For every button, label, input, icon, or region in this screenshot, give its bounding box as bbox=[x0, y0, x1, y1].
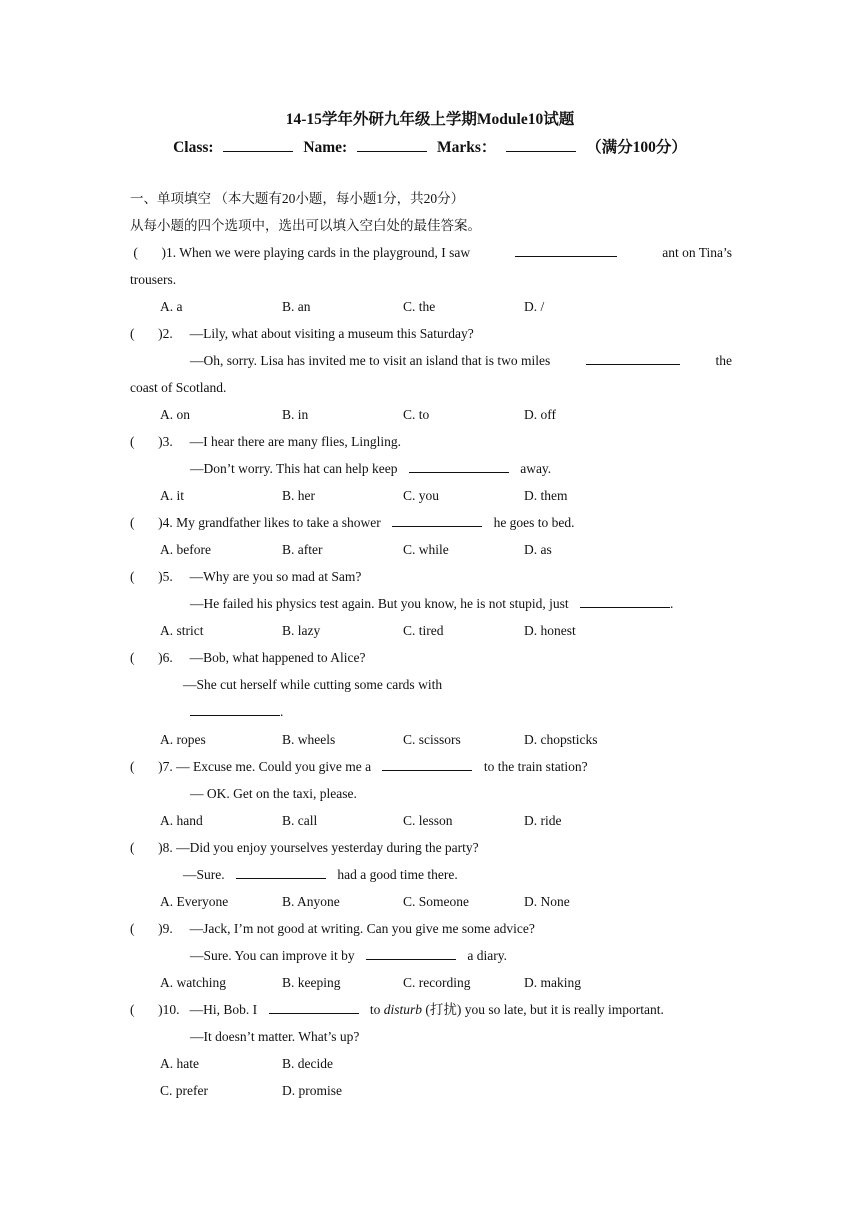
marks-blank[interactable] bbox=[506, 137, 576, 152]
q4-option-c[interactable]: C. while bbox=[403, 542, 449, 557]
q9-option-c[interactable]: C. recording bbox=[403, 975, 471, 990]
q2-line-1: ( )2. —Lily, what about visiting a museum this Saturday? bbox=[130, 326, 474, 341]
q3-option-b[interactable]: B. her bbox=[282, 488, 315, 503]
q7-option-a[interactable]: A. hand bbox=[160, 813, 203, 828]
q1-blank[interactable] bbox=[515, 244, 617, 257]
q5-line-1: ( )5. —Why are you so mad at Sam? bbox=[130, 569, 362, 584]
q5-option-a[interactable]: A. strict bbox=[160, 623, 204, 638]
exam-title: 14-15学年外研九年级上学期Module10试题 bbox=[285, 111, 575, 128]
q7-option-c[interactable]: C. lesson bbox=[403, 813, 453, 828]
q4-blank[interactable] bbox=[392, 514, 482, 527]
q8-option-d[interactable]: D. None bbox=[524, 894, 570, 909]
q5-line-2 bbox=[190, 595, 673, 613]
q7-line-2: — OK. Get on the taxi, please. bbox=[190, 786, 357, 801]
q3-line2-suffix: away. bbox=[520, 461, 552, 476]
q9-line-1: ( )9. —Jack, I’m not good at writing. Can you give me some advice? bbox=[130, 921, 535, 936]
q10-option-b[interactable]: B. decide bbox=[282, 1056, 333, 1071]
student-info-line bbox=[0, 135, 860, 157]
q5-option-c[interactable]: C. tired bbox=[403, 623, 444, 638]
section-instruction: 从每小题的四个选项中，选出可以填入空白处的最佳答案。 bbox=[130, 218, 481, 233]
q2-line-2 bbox=[190, 352, 732, 370]
q10-stem bbox=[130, 1001, 664, 1019]
q4-prefix: ( )4. My grandfather likes to take a shower bbox=[130, 515, 381, 530]
q6-line-2: —She cut herself while cutting some cards with bbox=[183, 677, 443, 692]
q2-option-d[interactable]: D. off bbox=[524, 407, 556, 422]
q8-option-b[interactable]: B. Anyone bbox=[282, 894, 340, 909]
q10-suffix-b: (打扰) you so late, but it is really important. bbox=[422, 1002, 664, 1017]
q1-option-c[interactable]: C. the bbox=[403, 299, 436, 314]
name-blank[interactable] bbox=[357, 137, 427, 152]
q7-option-d[interactable]: D. ride bbox=[524, 813, 562, 828]
q5-option-d[interactable]: D. honest bbox=[524, 623, 576, 638]
q4-stem bbox=[130, 514, 575, 532]
q2-option-b[interactable]: B. in bbox=[282, 407, 309, 422]
q2-option-c[interactable]: C. to bbox=[403, 407, 430, 422]
q9-option-b[interactable]: B. keeping bbox=[282, 975, 341, 990]
q2-continuation: coast of Scotland. bbox=[130, 380, 227, 395]
q1-option-a[interactable]: A. a bbox=[160, 299, 183, 314]
q1-option-d[interactable]: D. / bbox=[524, 299, 545, 314]
q6-option-d[interactable]: D. chopsticks bbox=[524, 732, 598, 747]
q6-line-3 bbox=[190, 703, 283, 721]
q1-continuation: trousers. bbox=[130, 272, 177, 287]
q3-line2-prefix: —Don’t worry. This hat can help keep bbox=[190, 461, 398, 476]
section-heading: 一、单项填空 （本大题有20小题，每小题1分，共20分） bbox=[130, 191, 465, 206]
q7-option-b[interactable]: B. call bbox=[282, 813, 318, 828]
q2-option-a[interactable]: A. on bbox=[160, 407, 190, 422]
question-1-stem bbox=[130, 244, 732, 262]
q10-blank[interactable] bbox=[269, 1001, 359, 1014]
q8-line2-suffix: had a good time there. bbox=[337, 867, 458, 882]
q10-suffix-a: to bbox=[369, 1002, 381, 1017]
q10-suffix-em: disturb bbox=[383, 1002, 423, 1017]
q2-line2-suffix: the bbox=[715, 353, 732, 368]
full-score-note: （满分100分） bbox=[586, 139, 687, 156]
q7-blank[interactable] bbox=[382, 758, 472, 771]
q6-option-a[interactable]: A. ropes bbox=[160, 732, 206, 747]
q7-prefix: ( )7. — Excuse me. Could you give me a bbox=[130, 759, 372, 774]
q6-line-1: ( )6. —Bob, what happened to Alice? bbox=[130, 650, 366, 665]
q4-suffix: he goes to bed. bbox=[493, 515, 575, 530]
q4-option-d[interactable]: D. as bbox=[524, 542, 552, 557]
q6-line3-suffix: . bbox=[280, 704, 284, 719]
q1-suffix: ant on Tina’s bbox=[662, 245, 732, 260]
q9-line2-suffix: a diary. bbox=[467, 948, 507, 963]
q3-blank[interactable] bbox=[409, 460, 509, 473]
q10-line-2: —It doesn’t matter. What’s up? bbox=[190, 1029, 360, 1044]
q7-stem bbox=[130, 758, 588, 776]
q10-option-d[interactable]: D. promise bbox=[282, 1083, 342, 1098]
q9-option-d[interactable]: D. making bbox=[524, 975, 581, 990]
q9-option-a[interactable]: A. watching bbox=[160, 975, 226, 990]
q8-option-c[interactable]: C. Someone bbox=[403, 894, 469, 909]
q10-option-a[interactable]: A. hate bbox=[160, 1056, 199, 1071]
q2-blank[interactable] bbox=[586, 352, 680, 365]
q9-blank[interactable] bbox=[366, 947, 456, 960]
q7-suffix: to the train station? bbox=[483, 759, 588, 774]
class-blank[interactable] bbox=[223, 137, 293, 152]
q2-line2-prefix: —Oh, sorry. Lisa has invited me to visit an island that is two miles bbox=[190, 353, 551, 368]
q1-option-b[interactable]: B. an bbox=[282, 299, 311, 314]
q9-line2-prefix: —Sure. You can improve it by bbox=[190, 948, 355, 963]
q3-line-2 bbox=[190, 460, 551, 478]
q8-line-1: ( )8. —Did you enjoy yourselves yesterday during the party? bbox=[130, 840, 479, 855]
marks-label: Marks： bbox=[436, 139, 497, 156]
q3-option-a[interactable]: A. it bbox=[160, 488, 185, 503]
q8-blank[interactable] bbox=[236, 866, 326, 879]
q8-line-2 bbox=[183, 866, 458, 884]
q6-blank[interactable] bbox=[190, 703, 280, 716]
q4-option-a[interactable]: A. before bbox=[160, 542, 211, 557]
q6-option-b[interactable]: B. wheels bbox=[282, 732, 336, 747]
q3-line-1: ( )3. —I hear there are many flies, Lingling. bbox=[130, 434, 402, 449]
q6-option-c[interactable]: C. scissors bbox=[403, 732, 461, 747]
q3-option-c[interactable]: C. you bbox=[403, 488, 440, 503]
q10-option-c[interactable]: C. prefer bbox=[160, 1083, 208, 1098]
q5-line2-suffix: . bbox=[669, 596, 674, 611]
q5-option-b[interactable]: B. lazy bbox=[282, 623, 321, 638]
name-label: Name: bbox=[303, 139, 348, 156]
q8-line2-prefix: —Sure. bbox=[183, 867, 225, 882]
q1-prefix: ( )1. When we were playing cards in the playground, I saw bbox=[130, 245, 471, 260]
q9-line-2 bbox=[190, 947, 507, 965]
q4-option-b[interactable]: B. after bbox=[282, 542, 323, 557]
q5-line2-prefix: —He failed his physics test again. But you know, he is not stupid, just bbox=[190, 596, 569, 611]
q3-option-d[interactable]: D. them bbox=[524, 488, 568, 503]
class-label: Class: bbox=[173, 139, 214, 156]
q5-blank[interactable] bbox=[580, 595, 670, 608]
q10-prefix: ( )10. —Hi, Bob. I bbox=[130, 1002, 258, 1017]
q8-option-a[interactable]: A. Everyone bbox=[160, 894, 229, 909]
